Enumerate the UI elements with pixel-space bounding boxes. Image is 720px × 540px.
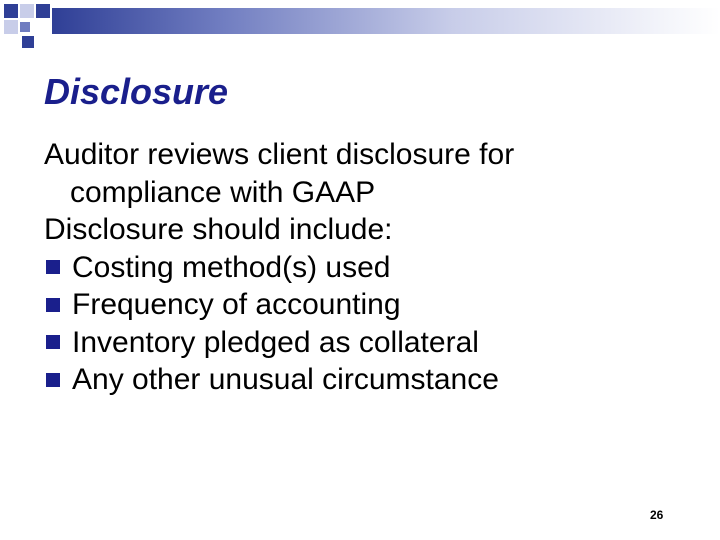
bullet-text: Inventory pledged as collateral <box>72 325 479 359</box>
paragraph-2: Disclosure should include: <box>44 213 393 246</box>
square-bullet-icon <box>46 298 60 312</box>
bullet-text: Any other unusual circumstance <box>72 363 499 396</box>
corner-square-bottom <box>22 36 34 48</box>
page-number: 26 <box>650 508 664 522</box>
bullet-item <box>44 361 684 399</box>
corner-square-light <box>20 4 34 18</box>
corner-square-mid <box>36 4 50 18</box>
bullet-item <box>44 324 684 362</box>
corner-square-small <box>20 22 30 32</box>
paragraph-1-line-1: Auditor reviews client disclosure for <box>44 138 515 171</box>
bullet-text: Costing method(s) used <box>72 250 391 284</box>
paragraph-1-line-2: compliance with GAAP <box>70 175 376 209</box>
bullet-item <box>44 286 684 324</box>
bullet-item <box>44 249 684 287</box>
corner-square-dark <box>4 4 18 18</box>
corner-square-light-2 <box>4 20 18 34</box>
slide-body <box>44 136 684 399</box>
slide-title: Disclosure <box>44 71 229 112</box>
square-bullet-icon <box>46 260 60 274</box>
square-bullet-icon <box>46 373 60 387</box>
header-gradient-bar <box>52 8 720 34</box>
square-bullet-icon <box>46 335 60 349</box>
bullet-text: Frequency of accounting <box>72 288 401 321</box>
